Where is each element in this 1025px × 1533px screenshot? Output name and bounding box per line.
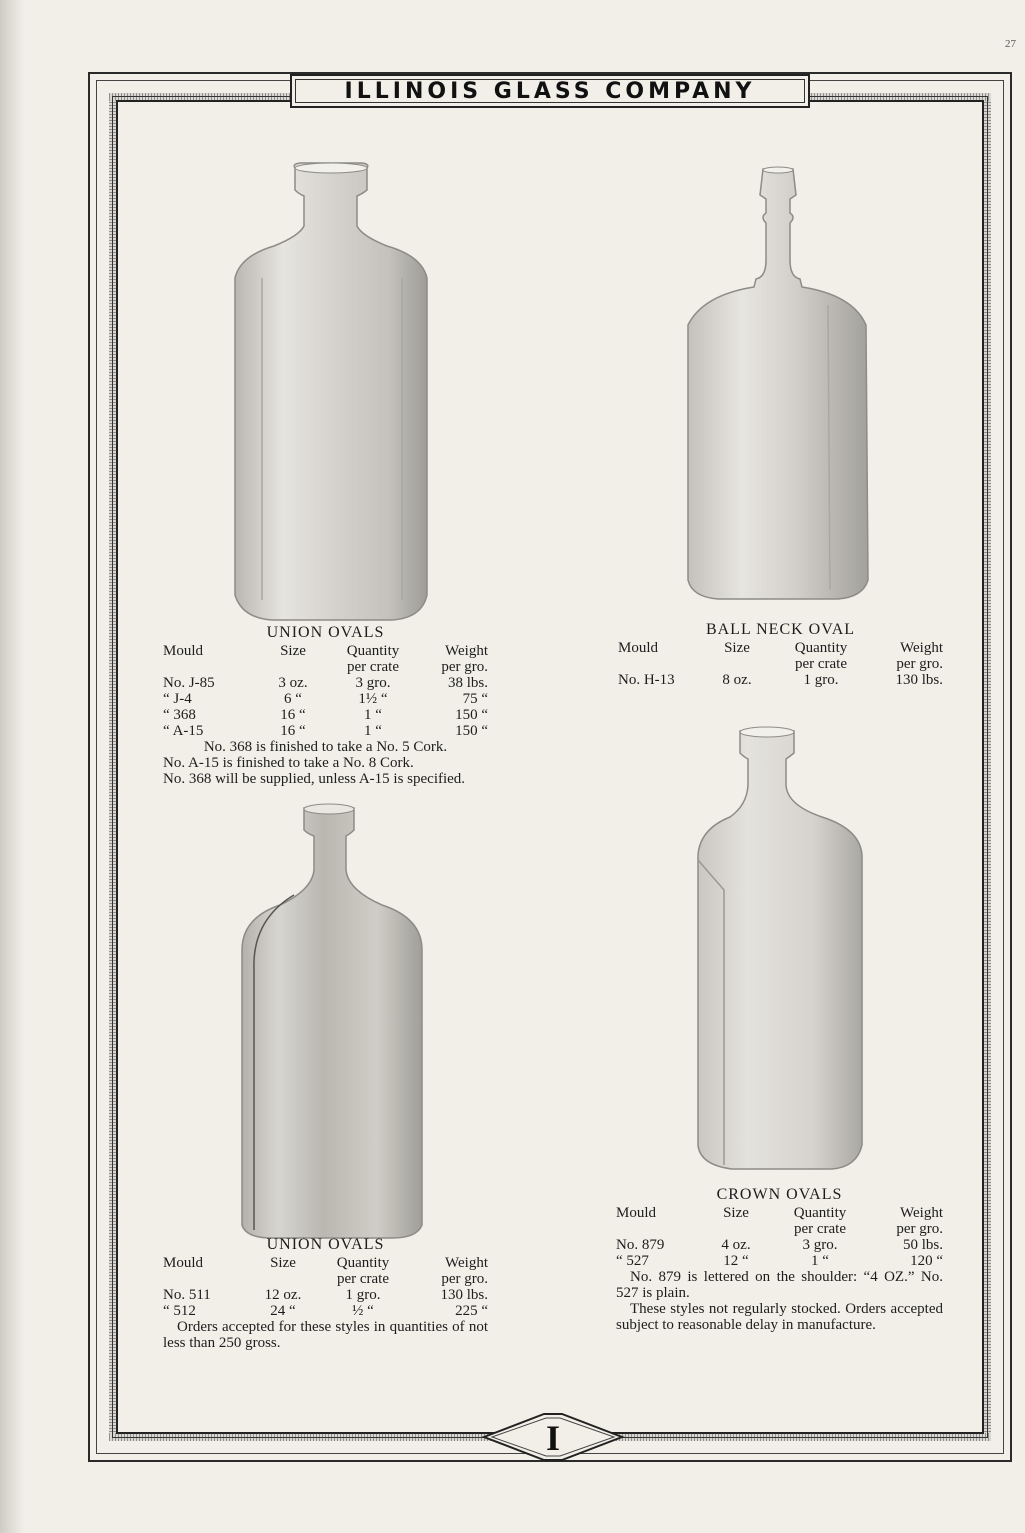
table-row	[163, 1303, 488, 1319]
cell-quantity: 1 gro.	[803, 672, 839, 688]
union-ovals-top-table	[163, 643, 488, 739]
cell-quantity: 1½ “	[358, 691, 388, 707]
cell-size: 6 “	[284, 691, 302, 707]
column-header-quantity: Quantity	[336, 1255, 390, 1271]
table-row	[163, 675, 488, 691]
table-row	[163, 691, 488, 707]
column-subheader-weight: per gro.	[441, 659, 488, 675]
column-header-weight: Weight	[445, 643, 488, 659]
cell-quantity: 1 “	[364, 723, 382, 739]
cell-mould: No. J-85	[163, 675, 215, 691]
ball-neck-oval-heading: BALL NECK OVAL	[705, 621, 856, 638]
supply-note: No. 368 will be supplied, unless A-15 is specified.	[163, 771, 466, 787]
table-row	[616, 1253, 943, 1269]
cell-size: 4 oz.	[721, 1237, 751, 1253]
cell-weight: 150 “	[455, 723, 488, 739]
table-row	[163, 723, 488, 739]
cell-weight: 225 “	[455, 1303, 488, 1319]
column-header-size: Size	[280, 643, 306, 659]
column-header-size: Size	[724, 640, 750, 656]
cell-size: 12 oz.	[264, 1287, 302, 1303]
table-header-row	[616, 1205, 943, 1221]
cell-quantity: 3 gro.	[802, 1237, 838, 1253]
crown-ovals-heading: CROWN OVALS	[716, 1186, 843, 1203]
column-header-mould: Mould	[163, 643, 204, 659]
union-oval-bottle-illustration	[222, 160, 442, 625]
cell-quantity: ½ “	[352, 1303, 374, 1319]
cork-note-368: No. 368 is finished to take a No. 5 Cork.	[203, 739, 448, 755]
cell-weight: 38 lbs.	[447, 675, 488, 691]
union-ovals-bottom-caption	[163, 1237, 488, 1351]
cell-quantity: 1 “	[811, 1253, 829, 1269]
cell-mould: “ 512	[163, 1303, 196, 1319]
table-subheader-row	[163, 1271, 488, 1287]
cell-mould: No. 879	[616, 1237, 665, 1253]
table-row	[618, 672, 943, 688]
column-header-quantity: Quantity	[346, 643, 400, 659]
order-minimum-note: Orders accepted for these styles in quantities of not less than 250 gross.	[163, 1319, 488, 1351]
company-title: ILLINOIS GLASS COMPANY	[344, 78, 756, 104]
column-header-quantity: Quantity	[793, 1205, 847, 1221]
cell-mould: “ 527	[616, 1253, 649, 1269]
cork-note-a15: No. A-15 is finished to take a No. 8 Cork.	[163, 755, 414, 771]
column-header-mould: Mould	[616, 1205, 657, 1221]
table-row	[616, 1237, 943, 1253]
company-emblem-diamond	[480, 1410, 626, 1464]
table-subheader-row	[163, 659, 488, 675]
column-header-size: Size	[723, 1205, 749, 1221]
union-ovals-bottom-table	[163, 1255, 488, 1319]
table-row	[163, 1287, 488, 1303]
union-ovals-top-heading: UNION OVALS	[266, 624, 385, 641]
cell-weight: 130 lbs.	[895, 672, 943, 688]
union-ovals-top-caption	[163, 625, 488, 787]
crown-ovals-caption	[616, 1187, 943, 1333]
cell-weight: 150 “	[455, 707, 488, 723]
cell-size: 8 oz.	[722, 672, 752, 688]
cell-size: 16 “	[280, 707, 306, 723]
column-subheader-weight: per gro.	[441, 1271, 488, 1287]
table-subheader-row	[618, 656, 943, 672]
cell-weight: 75 “	[462, 691, 488, 707]
cell-weight: 50 lbs.	[902, 1237, 943, 1253]
column-header-weight: Weight	[445, 1255, 488, 1271]
header-title-box	[290, 74, 810, 108]
cell-mould: “ A-15	[163, 723, 204, 739]
cell-size: 3 oz.	[278, 675, 308, 691]
cell-size: 12 “	[723, 1253, 749, 1269]
union-ovals-bottom-heading: UNION OVALS	[266, 1236, 385, 1253]
emblem-letter: I	[545, 1418, 561, 1458]
page-gutter-shadow	[0, 0, 24, 1533]
cell-quantity: 1 gro.	[345, 1287, 381, 1303]
column-header-mould: Mould	[163, 1255, 204, 1271]
crown-ovals-table	[616, 1205, 943, 1269]
column-header-weight: Weight	[900, 1205, 943, 1221]
union-oval-large-bottle-illustration	[232, 800, 432, 1240]
table-row	[163, 707, 488, 723]
cell-weight: 120 “	[910, 1253, 943, 1269]
cell-size: 24 “	[270, 1303, 296, 1319]
column-subheader-weight: per gro.	[896, 656, 943, 672]
page-number: 27	[1005, 38, 1016, 50]
column-header-weight: Weight	[900, 640, 943, 656]
column-header-mould: Mould	[618, 640, 659, 656]
cell-size: 16 “	[280, 723, 306, 739]
column-subheader-quantity: per crate	[336, 1271, 390, 1287]
cell-mould: No. 511	[163, 1287, 211, 1303]
table-subheader-row	[616, 1221, 943, 1237]
ball-neck-oval-bottle-illustration	[678, 165, 878, 605]
column-subheader-quantity: per crate	[794, 656, 848, 672]
column-header-size: Size	[270, 1255, 296, 1271]
cell-quantity: 1 “	[364, 707, 382, 723]
lettering-note: No. 879 is lettered on the shoulder: “4 OZ.” No. 527 is plain.	[616, 1269, 943, 1301]
stock-note: These styles not regularly stocked. Orders accepted subject to reasonable delay in manufacture.	[616, 1301, 943, 1333]
column-subheader-weight: per gro.	[896, 1221, 943, 1237]
table-header-row	[618, 640, 943, 656]
column-header-quantity: Quantity	[794, 640, 848, 656]
cell-weight: 130 lbs.	[440, 1287, 488, 1303]
crown-oval-bottle-illustration	[692, 725, 882, 1177]
cell-mould: No. H-13	[618, 672, 675, 688]
ball-neck-oval-table	[618, 640, 943, 688]
cell-mould: “ 368	[163, 707, 196, 723]
table-header-row	[163, 643, 488, 659]
ball-neck-oval-caption	[618, 622, 943, 688]
cell-quantity: 3 gro.	[355, 675, 391, 691]
table-header-row	[163, 1255, 488, 1271]
column-subheader-quantity: per crate	[346, 659, 400, 675]
column-subheader-quantity: per crate	[793, 1221, 847, 1237]
cell-mould: “ J-4	[163, 691, 192, 707]
